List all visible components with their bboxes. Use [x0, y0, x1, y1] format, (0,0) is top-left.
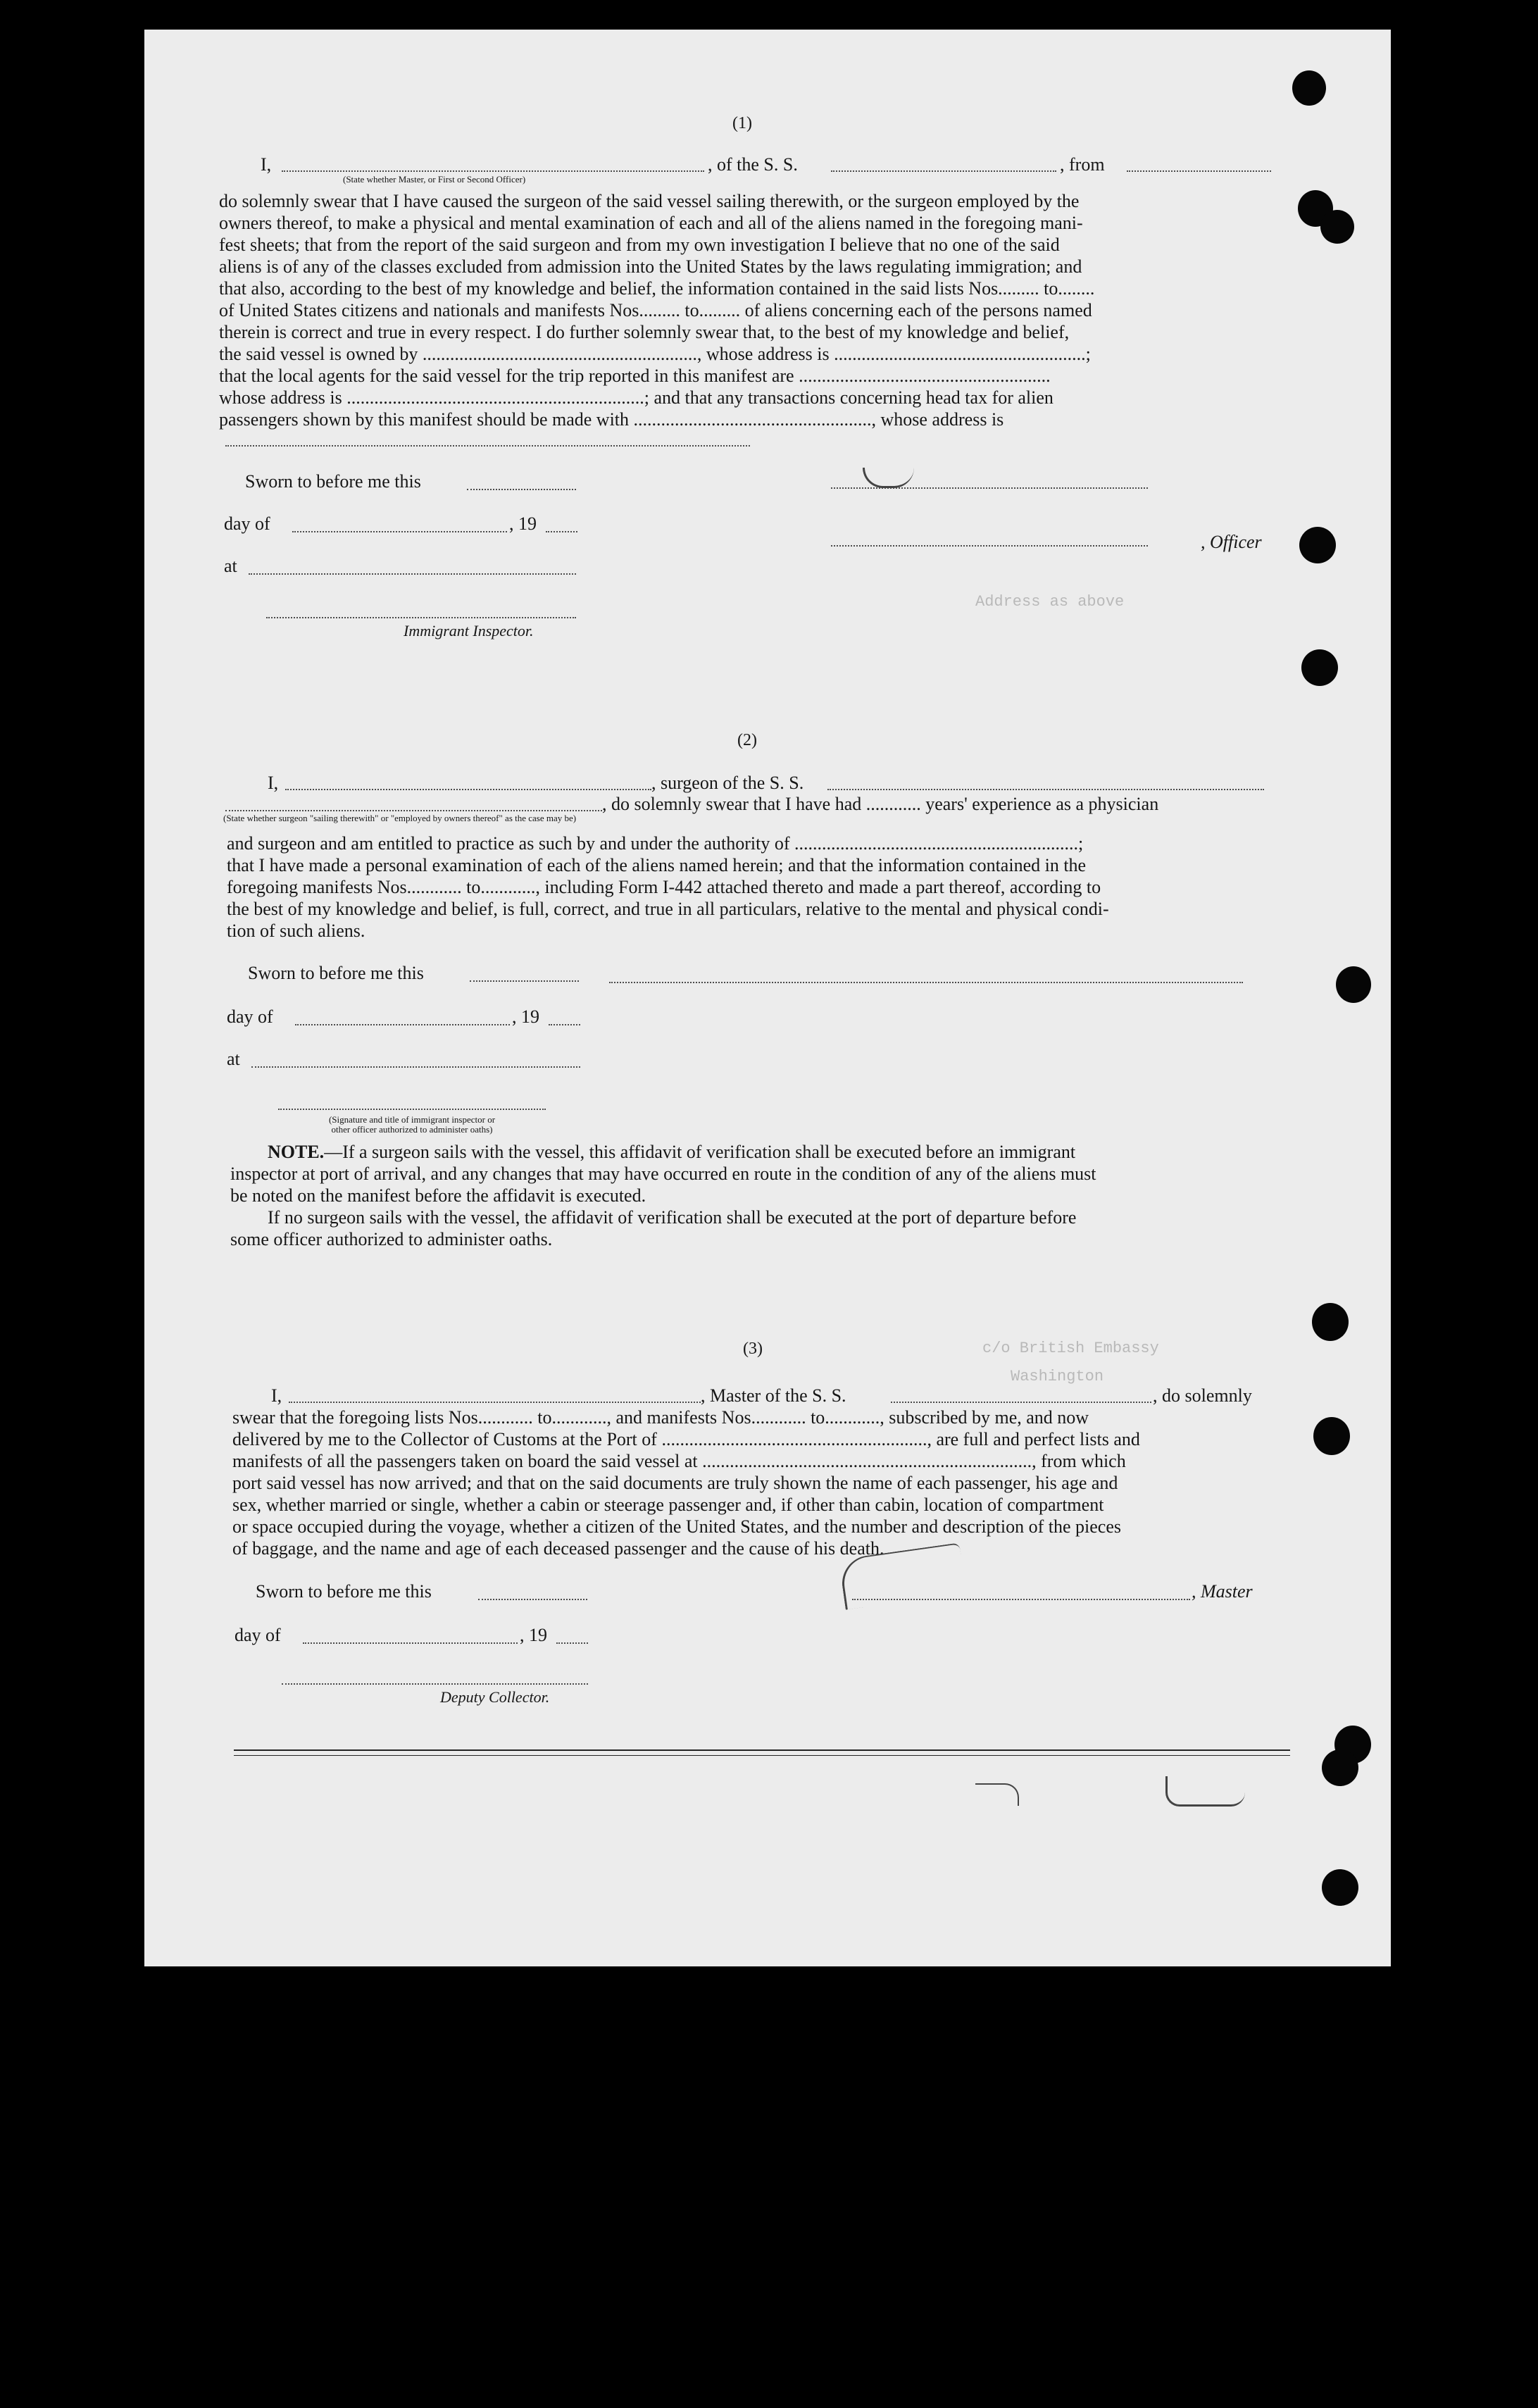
section-1-line: owners thereof, to make a physical and mental examination of each and all of the aliens named in the foregoing mani- [219, 213, 1083, 233]
section-3-line: sex, whether married or single, whether a cabin or steerage passenger and, if other than cabin, location of compartment [232, 1495, 1104, 1515]
punch-hole [1292, 70, 1326, 106]
section-3-master-name-line [289, 1400, 701, 1403]
manifest-affidavit-page [144, 30, 1391, 1966]
section-1-at: at [224, 556, 237, 576]
note-label: NOTE. [268, 1142, 325, 1162]
section-2-sworn: Sworn to before me this [248, 963, 424, 983]
section-2-place-line [251, 1065, 580, 1068]
section-2-swear: , do solemnly swear that I have had ............ years' experience as a physician [602, 794, 1159, 814]
bottom-rule [234, 1749, 1290, 1751]
bleed-through-text: Address as above [975, 593, 1125, 611]
punch-hole [1322, 1749, 1358, 1786]
note-text: —If a surgeon sails with the vessel, this affidavit of verification shall be executed before an immigrant [324, 1142, 1076, 1162]
section-1-line: that the local agents for the said vessel for the trip reported in this manifest are ....................................................... [219, 366, 1051, 386]
master-label: , Master [1192, 1581, 1253, 1602]
section-1-from: , from [1060, 154, 1105, 175]
section-3-month-line [303, 1641, 518, 1644]
note-paragraph [268, 1141, 1075, 1163]
section-1-continuation-line [225, 444, 750, 447]
note-line: be noted on the manifest before the affidavit is executed. [230, 1185, 646, 1206]
section-2-sig-caption: other officer authorized to administer oaths) [331, 1124, 493, 1135]
master-name-line [282, 169, 704, 172]
section-3-line: delivered by me to the Collector of Customs at the Port of .........................................................., are full and perfect lists and [232, 1429, 1140, 1449]
section-2-i: I, [268, 773, 279, 793]
section-3-line: swear that the foregoing lists Nos............ to............, and manifests Nos............ to............, subscribed by me, and now [232, 1407, 1089, 1428]
deputy-collector-signature-line [282, 1682, 588, 1685]
section-1-i: I, [261, 154, 272, 175]
surgeon-name-line [285, 787, 651, 790]
section-1-line: of United States citizens and nationals and manifests Nos......... to......... of aliens concerning each of the persons named [219, 300, 1092, 320]
section-3-year: , 19 [520, 1625, 547, 1645]
section-2-caption: (State whether surgeon "sailing therewith" or "employed by owners thereof" as the case may be) [223, 813, 577, 823]
section-3-year-line [556, 1641, 588, 1644]
section-1-sworn: Sworn to before me this [245, 471, 421, 492]
punch-hole [1336, 966, 1371, 1003]
section-3-do-solemnly: , do solemnly [1153, 1385, 1252, 1406]
section-1-line: passengers shown by this manifest should be made with ...................................................., whose address is [219, 409, 1004, 430]
note-line: If no surgeon sails with the vessel, the affidavit of verification shall be executed at the port of departure before [268, 1207, 1077, 1228]
section-2-day-of: day of [227, 1006, 273, 1027]
surgeon-ship-line [827, 787, 1264, 790]
section-1-line: fest sheets; that from the report of the said surgeon and from my own investigation I believe that no one of the said [219, 235, 1060, 255]
section-1-line: do solemnly swear that I have caused the surgeon of the said vessel sailing therewith, or the surgeon employed by the [219, 191, 1080, 211]
section-1-day-of: day of [224, 513, 270, 534]
section-2-at: at [227, 1049, 240, 1069]
bottom-rule [234, 1755, 1290, 1756]
section-2-line: foregoing manifests Nos............ to............, including Form I-442 attached thereto and made a part thereof, according to [227, 877, 1101, 897]
punch-hole [1320, 210, 1354, 244]
from-port-line [1127, 169, 1271, 172]
punch-hole [1299, 527, 1336, 563]
section-1-line: whose address is .................................................................; and that any transactions concerning head tax for alien [219, 387, 1054, 408]
section-1-of-ss: , of the S. S. [708, 154, 798, 175]
section-2-line: tion of such aliens. [227, 921, 365, 941]
sworn-place-line [249, 572, 576, 575]
punch-hole [1322, 1869, 1358, 1906]
section-2-line: that I have made a personal examination of each of the aliens named herein; and that the information contained in the [227, 855, 1087, 875]
section-3-line: or space occupied during the voyage, whether a citizen of the United States, and the number and description of the pieces [232, 1516, 1122, 1537]
punch-hole [1312, 1303, 1349, 1341]
section-3-sworn-date-line [478, 1597, 587, 1600]
sworn-year-line [546, 530, 577, 532]
section-3-line: of baggage, and the name and age of each deceased passenger and the cause of his death. [232, 1538, 884, 1559]
note-line: some officer authorized to administer oaths. [230, 1229, 553, 1249]
section-2-surgeon-of-ss: , surgeon of the S. S. [651, 773, 804, 793]
deputy-collector-label: Deputy Collector. [440, 1688, 550, 1706]
section-3-ship-line [891, 1400, 1151, 1403]
section-1-line: therein is correct and true in every respect. I do further solemnly swear that, to the best of my knowledge and belief, [219, 322, 1070, 342]
section-1-number: (1) [732, 114, 752, 132]
section-1-line: aliens is of any of the classes excluded from admission into the United States by the laws regulating immigration; and [219, 256, 1082, 277]
punch-hole [1301, 649, 1338, 686]
bleed-through-text: Washington [1011, 1368, 1104, 1385]
section-2-sworn-date-line [470, 979, 579, 982]
surgeon-status-line [225, 809, 602, 811]
inspector-signature-line [266, 616, 576, 618]
section-2-year-line [549, 1023, 580, 1025]
section-2-month-line [295, 1023, 510, 1025]
note-line: inspector at port of arrival, and any changes that may have occurred en route in the condition of any of the aliens must [230, 1164, 1096, 1184]
section-2-sig-caption: (Signature and title of immigrant inspector or [328, 1114, 496, 1125]
section-3-master-of-ss: , Master of the S. S. [701, 1385, 846, 1406]
officer-label: , Officer [1201, 532, 1262, 552]
section-1-caption: (State whether Master, or First or Second Officer) [343, 174, 526, 185]
ship-name-line [831, 169, 1056, 172]
section-2-line: and surgeon and am entitled to practice as such by and under the authority of ..............................................................; [227, 833, 1084, 854]
section-3-day-of: day of [235, 1625, 281, 1645]
section-3-line: manifests of all the passengers taken on board the said vessel at ........................................................................, from which [232, 1451, 1126, 1471]
handwritten-mark [975, 1783, 1019, 1806]
section-2-signature-line [278, 1107, 546, 1110]
section-2-year: , 19 [512, 1006, 539, 1027]
sworn-date-line [467, 487, 576, 490]
punch-hole [1313, 1417, 1350, 1455]
section-2-number: (2) [737, 731, 757, 749]
section-1-year: , 19 [509, 513, 537, 534]
sworn-month-line [292, 530, 507, 532]
handwritten-mark [1165, 1776, 1245, 1807]
section-3-i: I, [271, 1385, 282, 1406]
section-2-line: the best of my knowledge and belief, is full, correct, and true in all particulars, relative to the mental and physical condi- [227, 899, 1109, 919]
section-2-officer-line [609, 980, 1243, 983]
section-3-number: (3) [743, 1340, 763, 1358]
officer-handwritten-signature [863, 468, 914, 488]
bleed-through-text: c/o British Embassy [982, 1340, 1159, 1357]
section-3-sworn: Sworn to before me this [256, 1581, 432, 1602]
section-1-line: that also, according to the best of my knowledge and belief, the information contained in the said lists Nos......... to........ [219, 278, 1095, 299]
section-1-line: the said vessel is owned by ............................................................, whose address is .......................................................; [219, 344, 1091, 364]
officer-title-line [831, 544, 1148, 547]
section-3-line: port said vessel has now arrived; and that on the said documents are truly shown the name of each passenger, his age and [232, 1473, 1118, 1493]
immigrant-inspector-label: Immigrant Inspector. [404, 622, 534, 640]
